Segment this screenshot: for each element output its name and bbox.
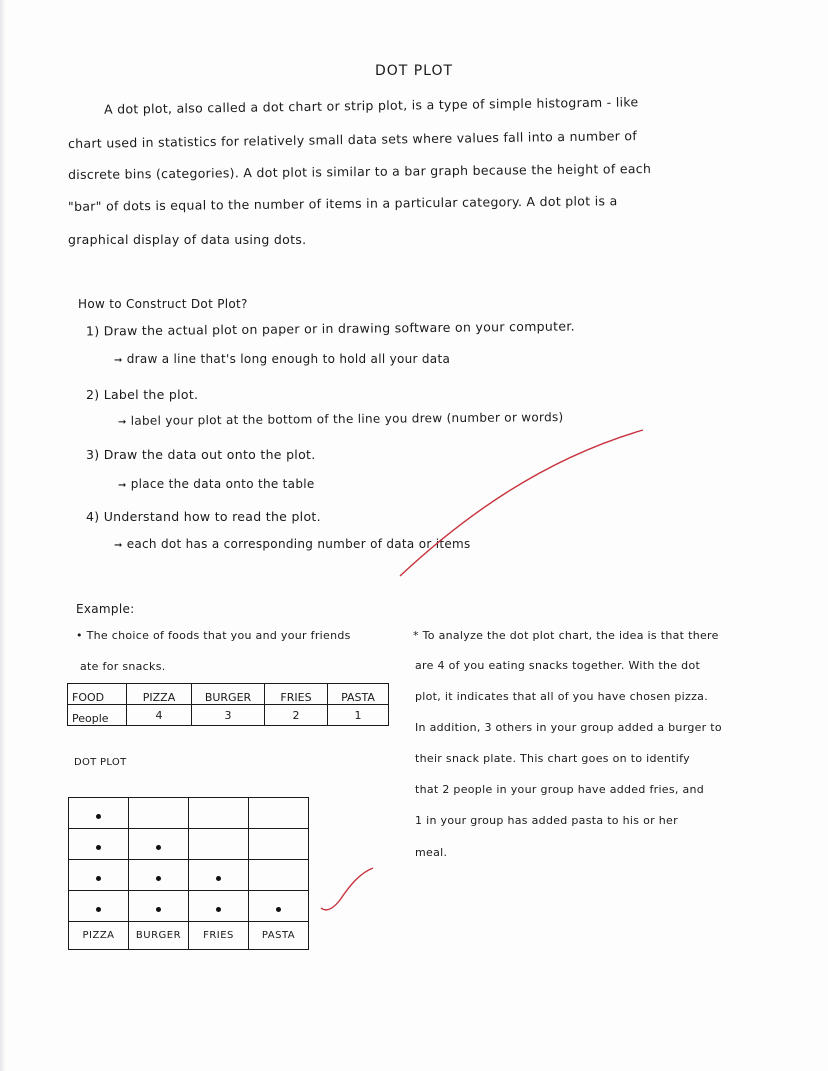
intro-line: A dot plot, also called a dot chart or strip plot, is a type of simple histogram - like: [103, 94, 639, 117]
dot-cell: [249, 891, 309, 922]
step-4-detail: ➞ each dot has a corresponding number of data or items: [114, 537, 471, 551]
dot-row: [69, 891, 309, 922]
arrow-icon: ➞: [114, 540, 123, 551]
analysis-line: meal.: [415, 846, 448, 859]
dot-cell: [189, 829, 249, 860]
step-2-detail: ➞ label your plot at the bottom of the line you drew (number or words): [117, 410, 564, 428]
page-title: DOT PLOT: [374, 63, 454, 79]
dot-icon: [216, 907, 221, 912]
dot-icon: [96, 845, 101, 850]
intro-line: discrete bins (categories). A dot plot is similar to a bar graph because the height of each: [67, 160, 652, 183]
dot-row: [69, 860, 309, 891]
table-cell: 3: [192, 705, 265, 726]
dot-cell: [129, 891, 189, 922]
dot-plot-axis-labels: [69, 922, 309, 950]
dot-icon: [96, 814, 101, 819]
step-2: 2) Label the plot.: [86, 387, 199, 402]
dot-cell: [189, 860, 249, 891]
analysis-line: plot, it indicates that all of you have chosen pizza.: [415, 690, 709, 703]
dot-cell: [249, 860, 309, 891]
intro-line: chart used in statistics for relatively small data sets where values fall into a number of: [67, 128, 638, 151]
analysis-line: their snack plate. This chart goes on to identify: [415, 752, 690, 765]
step-3-detail: ➞ place the data onto the table: [118, 477, 315, 491]
arrow-icon: ➞: [118, 480, 127, 491]
arrow-icon: ➞: [114, 355, 123, 366]
arrow-icon: ➞: [117, 416, 127, 428]
step-4: 4) Understand how to read the plot.: [86, 509, 321, 524]
dot-cell: [129, 798, 189, 829]
food-table: [67, 683, 389, 726]
dot-cell: [69, 798, 129, 829]
analysis-line: are 4 of you eating snacks together. With the dot: [415, 659, 701, 672]
dot-cell: [249, 798, 309, 829]
dot-cell: [129, 860, 189, 891]
step-1: 1) Draw the actual plot on paper or in drawing software on your computer.: [85, 318, 575, 339]
dot-cell: [69, 860, 129, 891]
dot-icon: [156, 907, 161, 912]
dot-cell: [129, 829, 189, 860]
dot-icon: [216, 876, 221, 881]
axis-label: PASTA: [249, 922, 309, 950]
column-header: PASTA: [328, 684, 389, 705]
table-row: [68, 705, 389, 726]
intro-line: graphical display of data using dots.: [68, 232, 307, 247]
dot-icon: [96, 907, 101, 912]
page-edge-shadow: [0, 0, 6, 1071]
dot-icon: [156, 876, 161, 881]
analysis-line: * To analyze the dot plot chart, the idea is that there: [413, 629, 719, 642]
intro-line: "bar" of dots is equal to the number of items in a particular category. A dot plot is a: [67, 193, 618, 214]
column-header: PIZZA: [127, 684, 192, 705]
dot-cell: [69, 829, 129, 860]
dot-cell: [249, 829, 309, 860]
check-mark-icon: [400, 430, 643, 576]
dot-cell: [189, 798, 249, 829]
dot-icon: [156, 845, 161, 850]
dot-plot-grid: [68, 797, 309, 950]
example-heading: Example:: [76, 602, 135, 616]
table-cell: 4: [127, 705, 192, 726]
axis-label: BURGER: [129, 922, 189, 950]
axis-label: PIZZA: [69, 922, 129, 950]
check-mark-icon: [321, 868, 373, 910]
analysis-line: In addition, 3 others in your group added a burger to: [415, 721, 722, 734]
table-cell: 1: [328, 705, 389, 726]
example-bullet-cont: ate for snacks.: [80, 660, 166, 673]
step-3: 3) Draw the data out onto the plot.: [86, 447, 316, 462]
dot-icon: [276, 907, 281, 912]
dot-icon: [96, 876, 101, 881]
column-header: BURGER: [192, 684, 265, 705]
dot-plot-label: DOT PLOT: [74, 757, 127, 768]
construct-heading: How to Construct Dot Plot?: [78, 297, 248, 311]
row-header: FOOD: [68, 684, 127, 705]
dot-row: [69, 829, 309, 860]
dot-row: [69, 798, 309, 829]
table-row: [68, 684, 389, 705]
table-cell: 2: [265, 705, 328, 726]
dot-cell: [189, 891, 249, 922]
axis-label: FRIES: [189, 922, 249, 950]
dot-cell: [69, 891, 129, 922]
analysis-line: that 2 people in your group have added fries, and: [415, 783, 705, 796]
row-header: People: [68, 705, 127, 726]
example-bullet: • The choice of foods that you and your friends: [76, 629, 351, 642]
analysis-line: 1 in your group has added pasta to his or her: [415, 814, 678, 827]
column-header: FRIES: [265, 684, 328, 705]
step-1-detail: ➞ draw a line that's long enough to hold all your data: [114, 352, 451, 366]
